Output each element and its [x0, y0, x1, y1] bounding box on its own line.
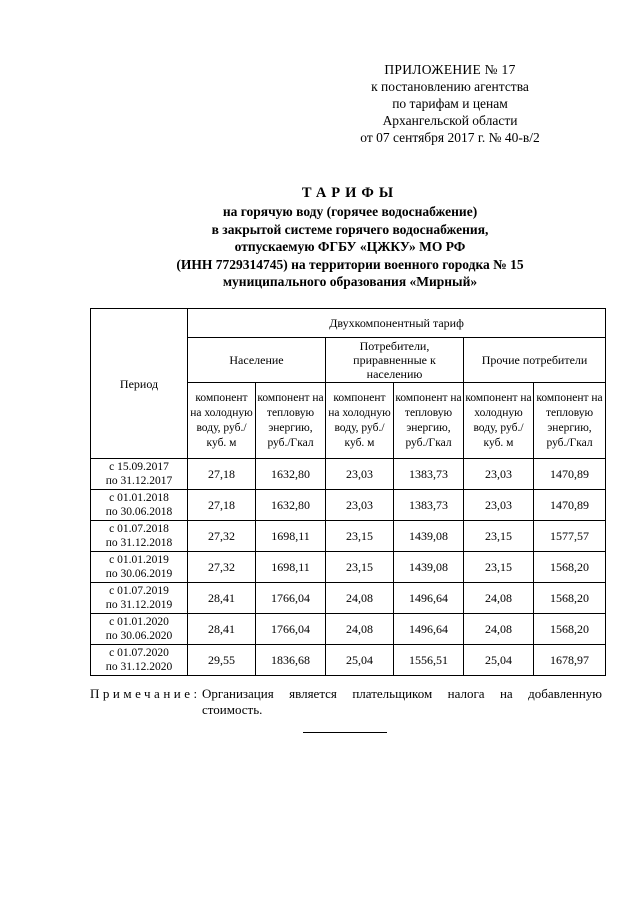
value-cell: 1470,89 — [534, 490, 606, 521]
value-cell: 27,32 — [188, 521, 256, 552]
period-cell — [91, 583, 188, 614]
component-header: компонент на холодную воду, руб./куб. м — [188, 383, 256, 459]
value-cell: 23,03 — [464, 490, 534, 521]
value-cell: 1632,80 — [256, 490, 326, 521]
value-cell: 27,18 — [188, 459, 256, 490]
value-cell: 1439,08 — [394, 521, 464, 552]
tariff-table-body — [91, 459, 606, 676]
tariff-table — [90, 308, 606, 676]
period-cell — [91, 459, 188, 490]
document-title: ТАРИФЫ — [301, 185, 399, 201]
value-cell: 28,41 — [188, 583, 256, 614]
value-cell: 1836,68 — [256, 645, 326, 676]
value-cell: 23,15 — [326, 521, 394, 552]
component-header: компонент на холодную воду, руб./куб. м — [464, 383, 534, 459]
heading-line: (ИНН 7729314745) на территории военного городка № 15 — [176, 256, 524, 272]
value-cell: 1632,80 — [256, 459, 326, 490]
document-heading — [90, 183, 610, 291]
table-row — [91, 645, 606, 676]
tariff-header: Двухкомпонентный тариф — [188, 309, 606, 338]
value-cell: 27,18 — [188, 490, 256, 521]
value-cell: 1568,20 — [534, 583, 606, 614]
appendix-line: к постановлению агентства — [371, 79, 529, 94]
table-row — [91, 583, 606, 614]
value-cell: 23,15 — [326, 552, 394, 583]
value-cell: 1439,08 — [394, 552, 464, 583]
period-from: с 01.01.2020 — [109, 616, 169, 628]
value-cell: 24,08 — [326, 614, 394, 645]
value-cell: 24,08 — [464, 614, 534, 645]
period-cell — [91, 552, 188, 583]
note-label: Примечание: — [90, 686, 201, 701]
period-cell — [91, 614, 188, 645]
period-cell — [91, 521, 188, 552]
value-cell: 1383,73 — [394, 490, 464, 521]
value-cell: 29,55 — [188, 645, 256, 676]
value-cell: 25,04 — [326, 645, 394, 676]
component-header: компонент на тепловую энергию, руб./Гкал — [256, 383, 326, 459]
closing-divider — [303, 732, 387, 733]
period-to: по 30.06.2020 — [105, 630, 173, 642]
value-cell: 28,41 — [188, 614, 256, 645]
value-cell: 24,08 — [326, 583, 394, 614]
period-cell — [91, 490, 188, 521]
value-cell: 1568,20 — [534, 614, 606, 645]
appendix-line: Архангельской области — [382, 113, 518, 128]
table-row — [91, 552, 606, 583]
period-to: по 31.12.2018 — [105, 537, 173, 549]
value-cell: 25,04 — [464, 645, 534, 676]
value-cell: 1568,20 — [534, 552, 606, 583]
period-to: по 30.06.2019 — [105, 568, 173, 580]
value-cell: 23,15 — [464, 552, 534, 583]
appendix-title: ПРИЛОЖЕНИЕ № 17 — [384, 62, 516, 77]
period-to: по 31.12.2017 — [105, 475, 173, 487]
period-cell — [91, 645, 188, 676]
group-header-equivalent-consumers: Потребители, приравненные к населению — [326, 338, 464, 383]
period-to: по 31.12.2019 — [105, 599, 173, 611]
period-header: Период — [91, 309, 188, 459]
value-cell: 1496,64 — [394, 614, 464, 645]
value-cell: 1678,97 — [534, 645, 606, 676]
table-row — [91, 490, 606, 521]
heading-line: муниципального образования «Мирный» — [222, 274, 478, 289]
note-text: Организация является плательщиком налога на добавленную стоимость. — [202, 686, 602, 717]
table-row — [91, 459, 606, 490]
heading-line: на горячую воду (горячее водоснабжение) — [222, 204, 478, 219]
value-cell: 1470,89 — [534, 459, 606, 490]
value-cell: 1496,64 — [394, 583, 464, 614]
period-from: с 01.07.2019 — [109, 585, 169, 597]
table-row — [91, 614, 606, 645]
appendix-date-line: от 07 сентября 2017 г. № 40-в/2 — [360, 130, 540, 145]
value-cell: 23,15 — [464, 521, 534, 552]
period-to: по 30.06.2018 — [105, 506, 173, 518]
value-cell: 1556,51 — [394, 645, 464, 676]
table-row — [91, 521, 606, 552]
period-from: с 01.01.2018 — [109, 492, 169, 504]
period-from: с 01.01.2019 — [109, 554, 169, 566]
value-cell: 23,03 — [464, 459, 534, 490]
value-cell: 1698,11 — [256, 521, 326, 552]
value-cell: 27,32 — [188, 552, 256, 583]
period-to: по 31.12.2020 — [105, 661, 173, 673]
period-from: с 01.07.2018 — [109, 523, 169, 535]
value-cell: 23,03 — [326, 490, 394, 521]
value-cell: 24,08 — [464, 583, 534, 614]
value-cell: 1577,57 — [534, 521, 606, 552]
value-cell: 1383,73 — [394, 459, 464, 490]
appendix-block — [330, 61, 570, 146]
value-cell: 23,03 — [326, 459, 394, 490]
group-header-other-consumers: Прочие потребители — [464, 338, 606, 383]
period-from: с 01.07.2020 — [109, 647, 169, 659]
component-header: компонент на тепловую энергию, руб./Гкал — [534, 383, 606, 459]
appendix-line: по тарифам и ценам — [392, 96, 508, 111]
period-from: с 15.09.2017 — [109, 461, 169, 473]
value-cell: 1766,04 — [256, 583, 326, 614]
heading-line: в закрытой системе горячего водоснабжения, — [211, 221, 489, 237]
component-header: компонент на холодную воду, руб./куб. м — [326, 383, 394, 459]
component-header: компонент на тепловую энергию, руб./Гкал — [394, 383, 464, 459]
value-cell: 1766,04 — [256, 614, 326, 645]
group-header-population: Население — [188, 338, 326, 383]
value-cell: 1698,11 — [256, 552, 326, 583]
heading-line: отпускаемую ФГБУ «ЦЖКУ» МО РФ — [234, 239, 466, 254]
